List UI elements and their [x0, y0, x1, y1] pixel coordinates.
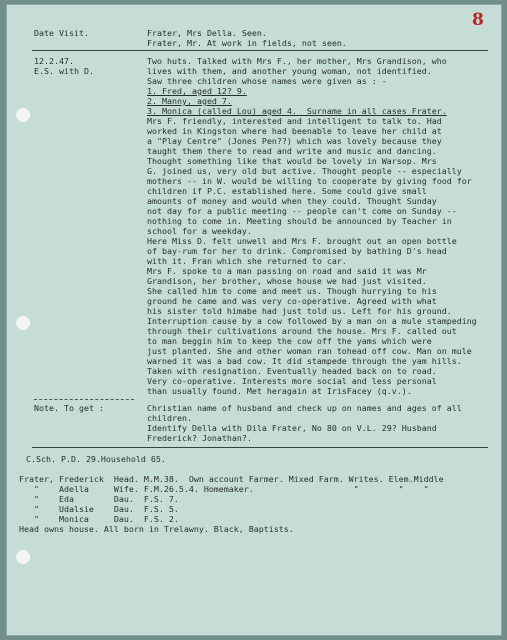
header-rule	[32, 50, 488, 51]
visit-note-line: Very co-operative. Interests more social and less personal	[147, 376, 437, 386]
note-line: Identify Della with Dila Frater, No 80 on V.L. 29? Husband	[147, 423, 437, 433]
document-sheet	[6, 4, 502, 636]
visit-note-line: his sister told himabe had just told us. Left for his ground.	[147, 306, 452, 316]
visit-note-line: Two huts. Talked with Mrs F., her mother, Mrs Grandison, who	[147, 56, 447, 66]
page-number: 8	[472, 10, 484, 30]
visit-note-line: warned it was a bad cow. It did stampede through the yam hills.	[147, 356, 462, 366]
visit-note-line: nothing to come in. Meeting should be announced by Teacher in	[147, 216, 452, 226]
section-rule	[32, 447, 488, 448]
visit-with: E.S. with D.	[34, 66, 94, 76]
subject-line-2: Frater, Mr. At work in fields, not seen.	[147, 38, 347, 48]
visit-note-line: taught them there to read and write and music and dancing.	[147, 146, 437, 156]
visit-note-line: Interruption cause by a cow followed by a man on a mule stampeding	[147, 316, 477, 326]
visit-note-line: Saw three children whose names were given as : -	[147, 76, 387, 86]
date-visit-label: Date Visit.	[34, 28, 89, 38]
visit-note-line: Mrs F. spoke to a man passing on road and said it was Mr	[147, 266, 427, 276]
visit-note-line: 2. Manny, aged 7.	[147, 96, 232, 106]
punch-hole	[16, 316, 30, 330]
visit-note-line: ground he came and was very co-operative. Agreed with what	[147, 296, 437, 306]
punch-hole	[16, 550, 30, 564]
visit-note-line: not day for a public meeting -- people can't come on Sunday --	[147, 206, 457, 216]
visit-note-line: of bay-rum for her to drink. Compromised by bathing D's head	[147, 246, 447, 256]
note-line: children.	[147, 413, 192, 423]
visit-note-line: amounts of money and would when they could. Thought Sunday	[147, 196, 437, 206]
census-row: Frater, Frederick Head. M.M.38. Own account Farmer. Mixed Farm. Writes. Elem.Middle	[19, 474, 444, 484]
subject-line: Frater, Mrs Della. Seen.	[147, 28, 267, 38]
visit-note-line: just planted. She and other woman ran tohead off cow. Man on mule	[147, 346, 472, 356]
visit-note-line: children if P.C. established here. Some could give small	[147, 186, 427, 196]
visit-note-line: through their cultivations around the house. Mrs F. called out	[147, 326, 457, 336]
census-heading: C.Sch. P.D. 29.Household 65.	[26, 454, 166, 464]
census-row: " Eda Dau. F.S. 7.	[19, 494, 179, 504]
visit-note-line: G. joined us, very old but active. Thought people -- especially	[147, 166, 462, 176]
note-label: Note. To get :	[34, 403, 104, 413]
visit-note-line: Grandison, her brother, whose house we had just visited.	[147, 276, 427, 286]
visit-note-line: worked in Kingston where had beenable to leave her child at	[147, 126, 442, 136]
visit-note-line: Thought something like that would be lovely in Warsop. Mrs	[147, 156, 437, 166]
visit-note-line: a "Play Centre" (Jones Pen??) which was lovely because they	[147, 136, 442, 146]
visit-note-line: than usually found. Met heragain at IrisFacey (q.v.).	[147, 386, 412, 396]
note-line: Frederick? Jonathan?.	[147, 433, 252, 443]
visit-note-line: mothers -- in W. would be willing to cooperate by giving food for	[147, 176, 472, 186]
visit-note-line: to man beggin him to keep the cow off the yams which were	[147, 336, 432, 346]
census-row: " Udalsie Dau. F.S. 5.	[19, 504, 179, 514]
punch-hole	[16, 108, 30, 122]
visit-note-line: lives with them, and another young woman, not identified.	[147, 66, 432, 76]
census-row: " Adella Wife. F.M.26.5.4. Homemaker. " " "	[19, 484, 429, 494]
census-row: " Monica Dau. F.S. 2.	[19, 514, 179, 524]
visit-note-line: Here Miss D. felt unwell and Mrs F. brought out an open bottle	[147, 236, 457, 246]
visit-note-line: She called him to come and meet us. Though hurrying to his	[147, 286, 437, 296]
visit-note-line: 1. Fred, aged 12? 9.	[147, 86, 247, 96]
visit-note-line: Taken with resignation. Eventually headed back on to road.	[147, 366, 437, 376]
visit-date: 12.2.47.	[34, 56, 74, 66]
note-line: Christian name of husband and check up on names and ages of all	[147, 403, 462, 413]
visit-note-line: school for a weekday.	[147, 226, 252, 236]
visit-note-line: 3. Monica (called Lou) aged 4. Surname in all cases Frater.	[147, 106, 447, 116]
visit-note-line: with it. Fran which she returned to car.	[147, 256, 347, 266]
visit-note-line: Mrs F. friendly, interested and intelligent to talk to. Had	[147, 116, 442, 126]
census-row: Head owns house. All born in Trelawny. Black, Baptists.	[19, 524, 294, 534]
margin-rule	[34, 399, 134, 400]
